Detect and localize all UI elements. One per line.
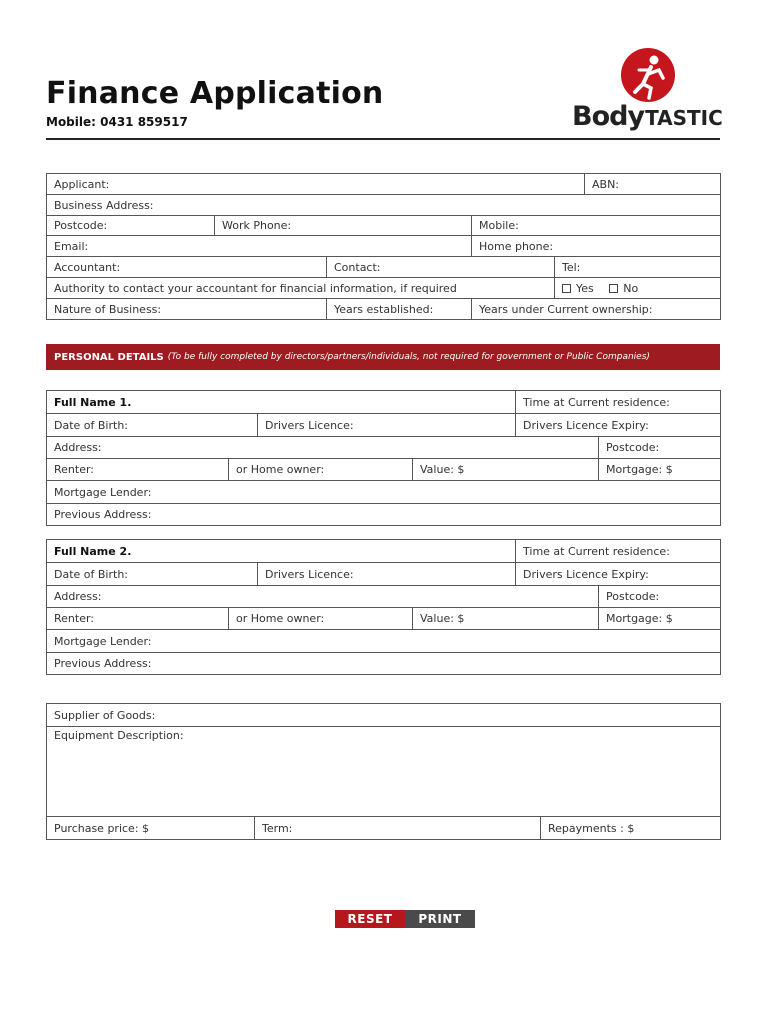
time-at-residence-2-field[interactable]: Time at Current residence: bbox=[516, 540, 721, 563]
print-button[interactable]: PRINT bbox=[405, 910, 475, 928]
licence-expiry-1-field[interactable]: Drivers Licence Expiry: bbox=[516, 414, 721, 437]
address-1-field[interactable]: Address: bbox=[47, 437, 599, 459]
person-1-table bbox=[46, 390, 721, 526]
years-established-field[interactable]: Years established: bbox=[327, 299, 472, 320]
drivers-licence-1-field[interactable]: Drivers Licence: bbox=[258, 414, 516, 437]
business-address-field[interactable]: Business Address: bbox=[47, 195, 721, 216]
home-owner-1-field[interactable]: or Home owner: bbox=[229, 459, 413, 481]
personal-details-header bbox=[46, 344, 720, 370]
personal-details-note: (To be fully completed by directors/partners/individuals, not required for government or Public Companies) bbox=[167, 352, 650, 362]
renter-2-field[interactable]: Renter: bbox=[47, 608, 229, 630]
personal-details-heading: PERSONAL DETAILS bbox=[54, 351, 164, 363]
mortgage-1-field[interactable]: Mortgage: $ bbox=[599, 459, 721, 481]
value-1-field[interactable]: Value: $ bbox=[413, 459, 599, 481]
mobile-field[interactable]: Mobile: bbox=[472, 216, 721, 236]
person-2-table bbox=[46, 539, 721, 675]
logo-text-tastic: TASTIC bbox=[645, 106, 723, 130]
drivers-licence-2-field[interactable]: Drivers Licence: bbox=[258, 563, 516, 586]
accountant-field[interactable]: Accountant: bbox=[47, 257, 327, 278]
tel-field[interactable]: Tel: bbox=[555, 257, 721, 278]
dob-2-field[interactable]: Date of Birth: bbox=[47, 563, 258, 586]
mortgage-lender-1-field[interactable]: Mortgage Lender: bbox=[47, 481, 721, 504]
address-2-field[interactable]: Address: bbox=[47, 586, 599, 608]
contact-field[interactable]: Contact: bbox=[327, 257, 555, 278]
term-field[interactable]: Term: bbox=[255, 817, 541, 840]
previous-address-1-field[interactable]: Previous Address: bbox=[47, 504, 721, 526]
time-at-residence-1-field[interactable]: Time at Current residence: bbox=[516, 391, 721, 414]
work-phone-field[interactable]: Work Phone: bbox=[215, 216, 472, 236]
header-divider bbox=[46, 138, 720, 140]
no-option[interactable] bbox=[609, 282, 638, 295]
home-phone-field[interactable]: Home phone: bbox=[472, 236, 721, 257]
value-2-field[interactable]: Value: $ bbox=[413, 608, 599, 630]
page-title: Finance Application bbox=[46, 76, 384, 111]
logo-text-body: Body bbox=[572, 101, 645, 132]
mobile-number: Mobile: 0431 859517 bbox=[46, 115, 188, 129]
reset-button[interactable]: RESET bbox=[335, 910, 405, 928]
yes-label: Yes bbox=[576, 281, 594, 295]
applicant-field[interactable]: Applicant: bbox=[47, 174, 585, 195]
home-owner-2-field[interactable]: or Home owner: bbox=[229, 608, 413, 630]
authority-label: Authority to contact your accountant for financial information, if required bbox=[47, 278, 555, 299]
purchase-price-field[interactable]: Purchase price: $ bbox=[47, 817, 255, 840]
repayments-field[interactable]: Repayments : $ bbox=[541, 817, 721, 840]
full-name-2-field[interactable]: Full Name 2. bbox=[47, 540, 516, 563]
previous-address-2-field[interactable]: Previous Address: bbox=[47, 653, 721, 675]
equipment-description-field[interactable]: Equipment Description: bbox=[47, 727, 721, 817]
licence-expiry-2-field[interactable]: Drivers Licence Expiry: bbox=[516, 563, 721, 586]
dob-1-field[interactable]: Date of Birth: bbox=[47, 414, 258, 437]
renter-1-field[interactable]: Renter: bbox=[47, 459, 229, 481]
no-checkbox[interactable] bbox=[609, 284, 618, 293]
full-name-1-field[interactable]: Full Name 1. bbox=[47, 391, 516, 414]
mortgage-2-field[interactable]: Mortgage: $ bbox=[599, 608, 721, 630]
yes-checkbox[interactable] bbox=[562, 284, 571, 293]
bodytastic-logo bbox=[572, 48, 722, 130]
yes-option[interactable] bbox=[562, 282, 594, 295]
authority-options bbox=[555, 278, 721, 299]
postcode-field[interactable]: Postcode: bbox=[47, 216, 215, 236]
abn-field[interactable]: ABN: bbox=[585, 174, 721, 195]
years-under-ownership-field[interactable]: Years under Current ownership: bbox=[472, 299, 721, 320]
goods-table bbox=[46, 703, 721, 840]
postcode-1-field[interactable]: Postcode: bbox=[599, 437, 721, 459]
runner-icon bbox=[621, 48, 675, 102]
nature-of-business-field[interactable]: Nature of Business: bbox=[47, 299, 327, 320]
no-label: No bbox=[623, 281, 639, 295]
business-details-table bbox=[46, 173, 721, 320]
supplier-of-goods-field[interactable]: Supplier of Goods: bbox=[47, 704, 721, 727]
email-field[interactable]: Email: bbox=[47, 236, 472, 257]
mortgage-lender-2-field[interactable]: Mortgage Lender: bbox=[47, 630, 721, 653]
postcode-2-field[interactable]: Postcode: bbox=[599, 586, 721, 608]
